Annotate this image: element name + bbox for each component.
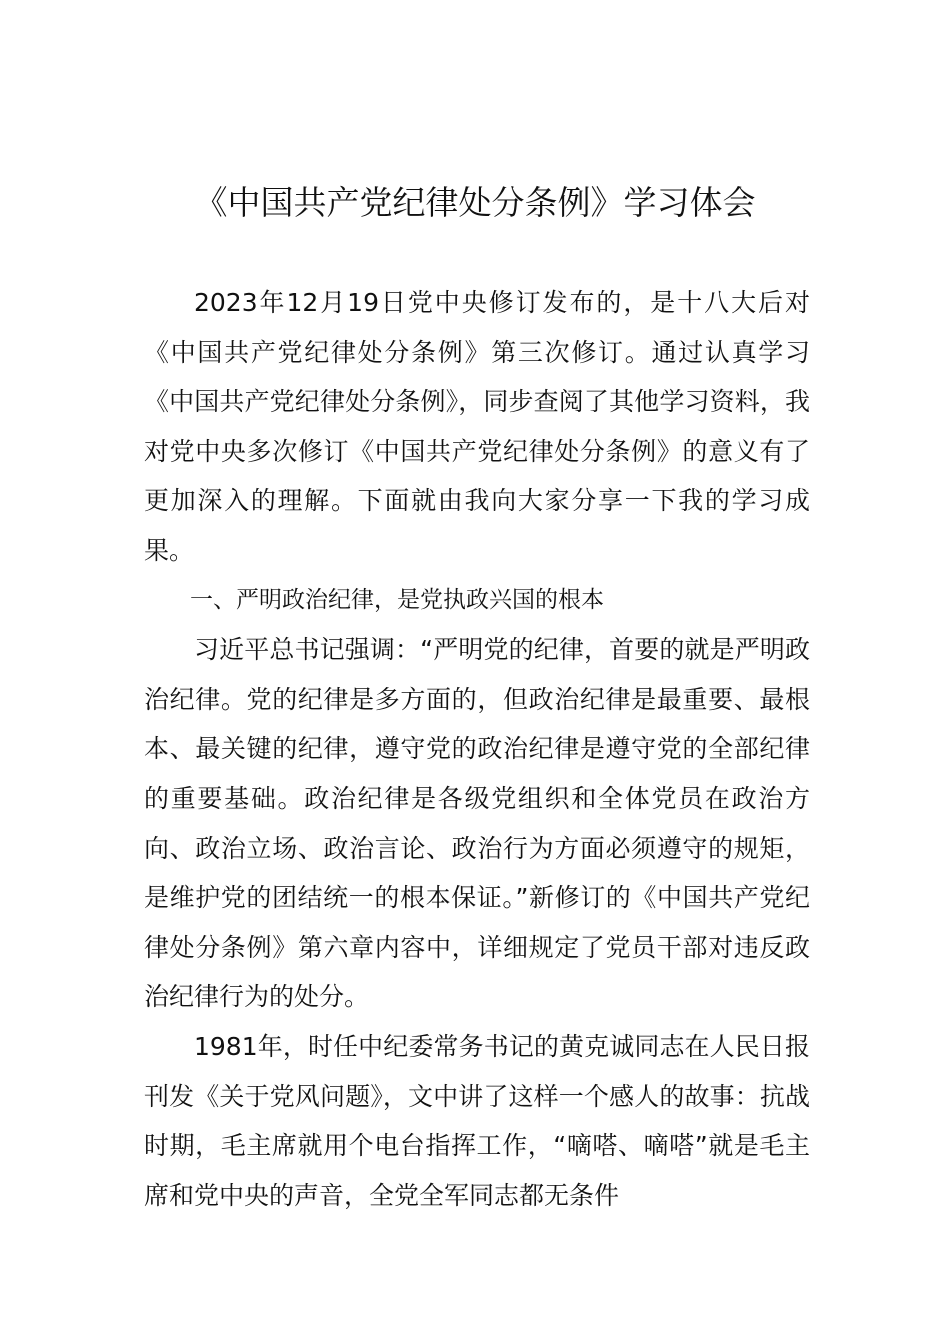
paragraph-quote: 习近平总书记强调：“严明党的纪律，首要的就是严明政治纪律。党的纪律是多方面的，但政治纪律是最重要、最根本、最关键的纪律，遵守党的政治纪律是遵守党的全部纪律的重要基础。政治纪律是各级党组织和全体党员在政治方向、政治立场、政治言论、政治行为方面必须遵守的规矩，是维护党的团结统一的根本保证。”新修订的《中国共产党纪律处分条例》第六章内容中，详细规定了党员干部对违反政治纪律行为的处分。 <box>144 635 810 1012</box>
document-body <box>144 278 810 1220</box>
paragraph-intro: 2023年12月19日党中央修订发布的，是十八大后对《中国共产党纪律处分条例》第三次修订。通过认真学习《中国共产党纪律处分条例》，同步查阅了其他学习资料，我对党中央多次修订《中国共产党纪律处分条例》的意义有了更加深入的理解。下面就由我向大家分享一下我的学习成果。 <box>144 288 810 565</box>
paragraph-story: 1981年，时任中纪委常务书记的黄克诚同志在人民日报刊发《关于党风问题》，文中讲了这样一个感人的故事：抗战时期，毛主席就用个电台指挥工作，“嘀嗒、嘀嗒”就是毛主席和党中央的声音，全党全军同志都无条件 <box>144 1031 810 1210</box>
document-title: 《中国共产党纪律处分条例》学习体会 <box>194 183 756 222</box>
section-heading-1: 一、严明政治纪律，是党执政兴国的根本 <box>190 586 604 613</box>
